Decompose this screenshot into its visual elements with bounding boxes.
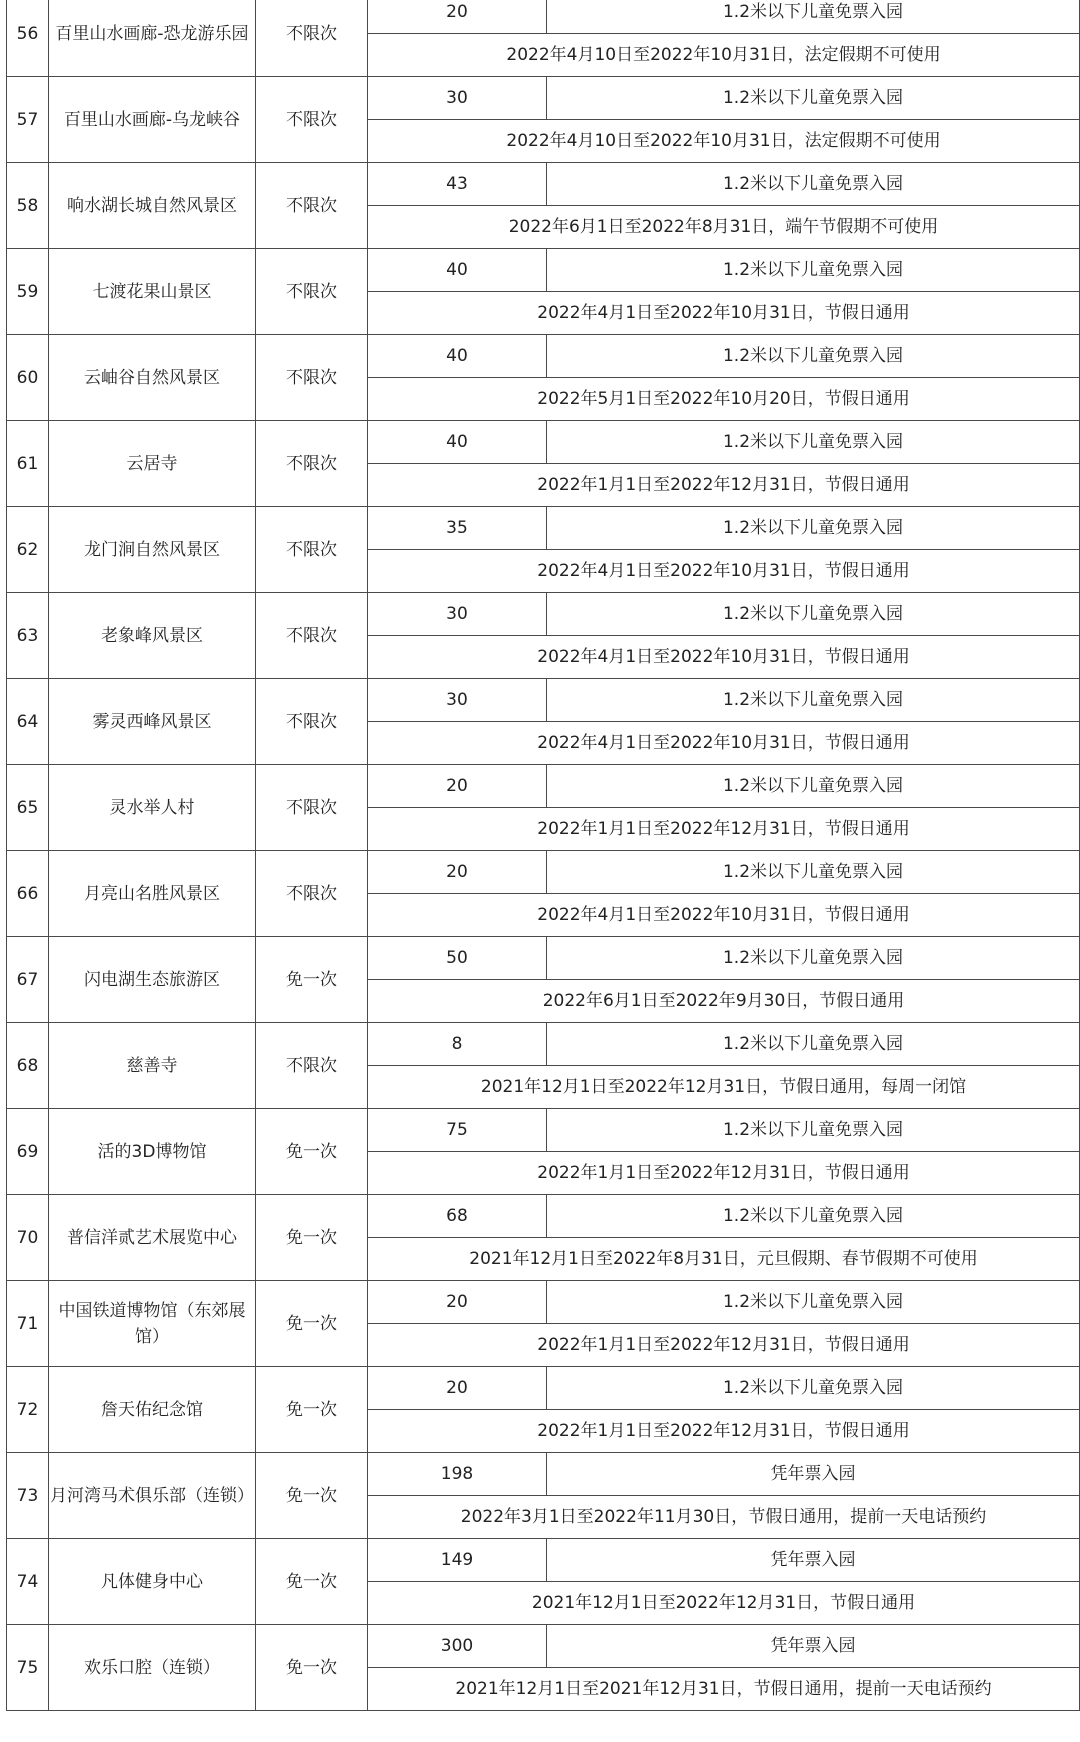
ticket-price: 43 [368,163,547,206]
visit-limit: 免一次 [256,1625,368,1711]
visit-limit: 免一次 [256,1367,368,1453]
validity-period: 2021年12月1日至2022年8月31日，元旦假期、春节假期不可使用 [368,1238,1080,1281]
ticket-price: 20 [368,851,547,894]
venue-name: 普信洋贰艺术展览中心 [49,1195,256,1281]
child-policy: 1.2米以下儿童免票入园 [547,0,1080,34]
ticket-price: 20 [368,1367,547,1410]
table-row [7,1281,1080,1324]
row-number: 57 [7,77,49,163]
ticket-price: 30 [368,77,547,120]
venue-name: 百里山水画廊-乌龙峡谷 [49,77,256,163]
row-number: 60 [7,335,49,421]
row-number: 59 [7,249,49,335]
ticket-price: 40 [368,335,547,378]
venue-name: 云居寺 [49,421,256,507]
visit-limit: 不限次 [256,1023,368,1109]
visit-limit: 免一次 [256,937,368,1023]
table-row [7,77,1080,120]
validity-period: 2022年3月1日至2022年11月30日，节假日通用，提前一天电话预约 [368,1496,1080,1539]
validity-period: 2022年1月1日至2022年12月31日，节假日通用 [368,1410,1080,1453]
child-policy: 1.2米以下儿童免票入园 [547,937,1080,980]
child-policy: 1.2米以下儿童免票入园 [547,593,1080,636]
table-row [7,163,1080,206]
validity-period: 2021年12月1日至2022年12月31日，节假日通用，每周一闭馆 [368,1066,1080,1109]
row-number: 73 [7,1453,49,1539]
child-policy: 1.2米以下儿童免票入园 [547,249,1080,292]
row-number: 70 [7,1195,49,1281]
visit-limit: 免一次 [256,1539,368,1625]
ticket-price: 30 [368,679,547,722]
table-row [7,421,1080,464]
venue-name: 百里山水画廊-恐龙游乐园 [49,0,256,77]
venue-name: 慈善寺 [49,1023,256,1109]
ticket-price: 20 [368,0,547,34]
row-number: 56 [7,0,49,77]
validity-period: 2022年1月1日至2022年12月31日，节假日通用 [368,808,1080,851]
validity-period: 2022年4月10日至2022年10月31日，法定假期不可使用 [368,120,1080,163]
table-row [7,679,1080,722]
visit-limit: 不限次 [256,507,368,593]
ticket-price: 35 [368,507,547,550]
validity-period: 2022年1月1日至2022年12月31日，节假日通用 [368,1152,1080,1195]
visit-limit: 免一次 [256,1453,368,1539]
visit-limit: 不限次 [256,593,368,679]
table-row [7,1109,1080,1152]
ticket-price: 198 [368,1453,547,1496]
row-number: 71 [7,1281,49,1367]
venue-name: 月亮山名胜风景区 [49,851,256,937]
visit-limit: 不限次 [256,765,368,851]
ticket-price: 8 [368,1023,547,1066]
child-policy: 1.2米以下儿童免票入园 [547,77,1080,120]
venue-name: 凡体健身中心 [49,1539,256,1625]
ticket-price: 75 [368,1109,547,1152]
visit-limit: 不限次 [256,163,368,249]
venue-name: 活的3D博物馆 [49,1109,256,1195]
venue-name: 詹天佑纪念馆 [49,1367,256,1453]
venue-table [6,0,1080,1711]
child-policy: 1.2米以下儿童免票入园 [547,507,1080,550]
validity-period: 2022年4月1日至2022年10月31日，节假日通用 [368,636,1080,679]
venue-name: 灵水举人村 [49,765,256,851]
visit-limit: 不限次 [256,249,368,335]
venue-name: 中国铁道博物馆（东郊展馆） [49,1281,256,1367]
row-number: 66 [7,851,49,937]
row-number: 65 [7,765,49,851]
visit-limit: 不限次 [256,335,368,421]
ticket-price: 30 [368,593,547,636]
child-policy: 1.2米以下儿童免票入园 [547,765,1080,808]
row-number: 69 [7,1109,49,1195]
visit-limit: 免一次 [256,1281,368,1367]
child-policy: 凭年票入园 [547,1625,1080,1668]
child-policy: 1.2米以下儿童免票入园 [547,335,1080,378]
validity-period: 2022年4月1日至2022年10月31日，节假日通用 [368,292,1080,335]
ticket-price: 40 [368,249,547,292]
visit-limit: 不限次 [256,679,368,765]
table-row [7,249,1080,292]
table-row [7,1023,1080,1066]
validity-period: 2022年1月1日至2022年12月31日，节假日通用 [368,464,1080,507]
validity-period: 2022年1月1日至2022年12月31日，节假日通用 [368,1324,1080,1367]
venue-name: 欢乐口腔（连锁） [49,1625,256,1711]
validity-period: 2022年4月1日至2022年10月31日，节假日通用 [368,550,1080,593]
child-policy: 1.2米以下儿童免票入园 [547,1281,1080,1324]
row-number: 68 [7,1023,49,1109]
child-policy: 1.2米以下儿童免票入园 [547,1195,1080,1238]
table-row [7,335,1080,378]
ticket-price: 20 [368,1281,547,1324]
visit-limit: 免一次 [256,1195,368,1281]
venue-name: 月河湾马术俱乐部（连锁） [49,1453,256,1539]
validity-period: 2022年4月10日至2022年10月31日，法定假期不可使用 [368,34,1080,77]
ticket-price: 40 [368,421,547,464]
child-policy: 1.2米以下儿童免票入园 [547,1023,1080,1066]
row-number: 58 [7,163,49,249]
row-number: 67 [7,937,49,1023]
validity-period: 2022年4月1日至2022年10月31日，节假日通用 [368,894,1080,937]
child-policy: 1.2米以下儿童免票入园 [547,679,1080,722]
venue-name: 雾灵西峰风景区 [49,679,256,765]
row-number: 62 [7,507,49,593]
child-policy: 1.2米以下儿童免票入园 [547,163,1080,206]
row-number: 61 [7,421,49,507]
table-row [7,1367,1080,1410]
row-number: 72 [7,1367,49,1453]
table-row [7,1195,1080,1238]
table-row [7,507,1080,550]
visit-limit: 不限次 [256,851,368,937]
child-policy: 1.2米以下儿童免票入园 [547,1109,1080,1152]
row-number: 75 [7,1625,49,1711]
table-row [7,1539,1080,1582]
row-number: 63 [7,593,49,679]
venue-name: 闪电湖生态旅游区 [49,937,256,1023]
validity-period: 2022年6月1日至2022年8月31日，端午节假期不可使用 [368,206,1080,249]
venue-name: 云岫谷自然风景区 [49,335,256,421]
validity-period: 2022年5月1日至2022年10月20日，节假日通用 [368,378,1080,421]
child-policy: 1.2米以下儿童免票入园 [547,421,1080,464]
ticket-price: 20 [368,765,547,808]
table-row [7,1453,1080,1496]
ticket-price: 68 [368,1195,547,1238]
ticket-price: 50 [368,937,547,980]
ticket-price: 300 [368,1625,547,1668]
ticket-price: 149 [368,1539,547,1582]
child-policy: 凭年票入园 [547,1453,1080,1496]
table-row [7,1625,1080,1668]
validity-period: 2021年12月1日至2021年12月31日，节假日通用，提前一天电话预约 [368,1668,1080,1711]
row-number: 64 [7,679,49,765]
validity-period: 2022年4月1日至2022年10月31日，节假日通用 [368,722,1080,765]
venue-name: 七渡花果山景区 [49,249,256,335]
venue-name: 龙门涧自然风景区 [49,507,256,593]
table-row [7,0,1080,34]
child-policy: 凭年票入园 [547,1539,1080,1582]
visit-limit: 不限次 [256,0,368,77]
venue-table-body [7,0,1080,1711]
row-number: 74 [7,1539,49,1625]
validity-period: 2021年12月1日至2022年12月31日，节假日通用 [368,1582,1080,1625]
child-policy: 1.2米以下儿童免票入园 [547,1367,1080,1410]
child-policy: 1.2米以下儿童免票入园 [547,851,1080,894]
venue-name: 响水湖长城自然风景区 [49,163,256,249]
visit-limit: 不限次 [256,77,368,163]
table-row [7,937,1080,980]
venue-name: 老象峰风景区 [49,593,256,679]
validity-period: 2022年6月1日至2022年9月30日，节假日通用 [368,980,1080,1023]
table-row [7,593,1080,636]
visit-limit: 不限次 [256,421,368,507]
visit-limit: 免一次 [256,1109,368,1195]
table-row [7,765,1080,808]
table-row [7,851,1080,894]
